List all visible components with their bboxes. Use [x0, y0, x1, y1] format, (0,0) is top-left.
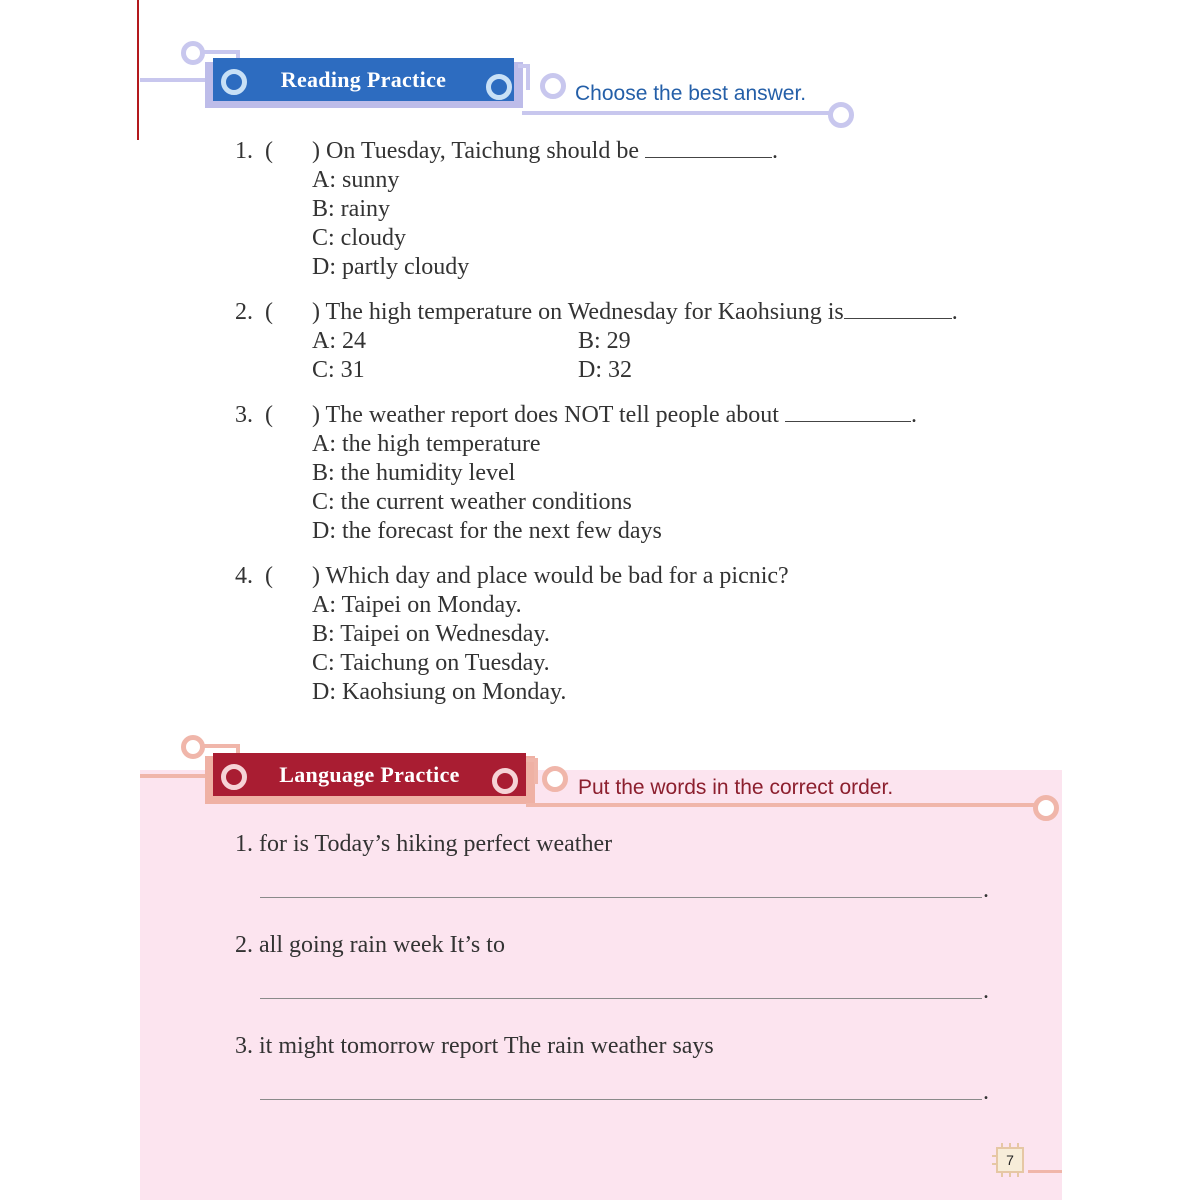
answer-blank[interactable]: [844, 300, 952, 319]
dot-ornament-icon: [486, 74, 512, 100]
answer-paren[interactable]: (: [265, 138, 273, 164]
answer-line[interactable]: [260, 1099, 982, 1100]
language-question-3: 3. it might tomorrow report The rain weather says: [235, 1033, 714, 1059]
answer-blank[interactable]: [785, 403, 911, 422]
answer-period: .: [983, 978, 989, 1004]
question-4: [235, 562, 789, 707]
language-question-1: 1. for is Today’s hiking perfect weather: [235, 831, 613, 857]
ring-ornament-icon: [540, 73, 566, 99]
option-c[interactable]: C: the current weather conditions: [312, 489, 632, 515]
option-list: [312, 166, 778, 282]
question-end: .: [771, 138, 778, 164]
ring-ornament-icon: [1033, 795, 1059, 821]
option-d[interactable]: D: Kaohsiung on Monday.: [312, 679, 567, 705]
option-a[interactable]: A: the high temperature: [312, 431, 541, 457]
banner-rule: [526, 64, 530, 90]
answer-paren[interactable]: (: [265, 563, 273, 589]
section-instruction: Choose the best answer.: [575, 82, 807, 105]
option-list: [312, 430, 917, 546]
ring-ornament-icon: [181, 735, 205, 759]
question-end: .: [910, 402, 917, 428]
option-b[interactable]: B: Taipei on Wednesday.: [312, 621, 550, 647]
ring-ornament-icon: [181, 41, 205, 65]
page-number-badge: [992, 1143, 1028, 1177]
option-b[interactable]: B: 29: [578, 328, 631, 354]
option-list: [312, 591, 789, 707]
answer-paren[interactable]: (: [265, 299, 273, 325]
option-d[interactable]: D: the forecast for the next few days: [312, 518, 662, 544]
option-c[interactable]: C: cloudy: [312, 225, 406, 251]
question-3: [235, 401, 917, 546]
answer-blank[interactable]: [645, 139, 772, 158]
dot-ornament-icon: [492, 768, 518, 794]
option-d[interactable]: D: partly cloudy: [312, 254, 470, 280]
section-title: Reading Practice: [280, 66, 447, 92]
page-number-rule: [1028, 1170, 1062, 1173]
banner-rule: [522, 111, 834, 115]
dot-ornament-icon: [221, 764, 247, 790]
option-c[interactable]: C: Taichung on Tuesday.: [312, 650, 550, 676]
answer-line[interactable]: [260, 897, 982, 898]
option-c[interactable]: C: 31: [312, 357, 365, 383]
option-a[interactable]: A: sunny: [312, 167, 400, 193]
question-number: 3.: [235, 402, 253, 428]
section-title: Language Practice: [279, 761, 460, 787]
question-1: [235, 137, 778, 282]
answer-line[interactable]: [260, 998, 982, 999]
question-end: .: [951, 299, 958, 325]
dot-ornament-icon: [221, 69, 247, 95]
option-a[interactable]: A: Taipei on Monday.: [312, 592, 522, 618]
option-a[interactable]: A: 24: [312, 328, 366, 354]
banner-rule: [140, 774, 210, 778]
question-number: 2.: [235, 299, 253, 325]
banner-rule: [534, 758, 538, 784]
option-b[interactable]: B: rainy: [312, 196, 390, 222]
ring-ornament-icon: [828, 102, 854, 128]
page-number: 7: [996, 1147, 1024, 1173]
answer-paren[interactable]: (: [265, 402, 273, 428]
answer-period: .: [983, 1079, 989, 1105]
question-number: 1.: [235, 138, 253, 164]
question-text: ) Which day and place would be bad for a picnic?: [312, 563, 789, 589]
title-plate: [213, 753, 526, 796]
option-d[interactable]: D: 32: [578, 357, 632, 383]
banner-rule: [526, 803, 1038, 807]
page-edge-line: [137, 0, 139, 140]
question-number: 4.: [235, 563, 253, 589]
title-plate: [213, 58, 514, 101]
section-instruction: Put the words in the correct order.: [578, 776, 894, 799]
language-question-2: 2. all going rain week It’s to: [235, 932, 505, 958]
question-text: ) On Tuesday, Taichung should be: [312, 138, 639, 164]
question-2: [235, 298, 958, 385]
ring-ornament-icon: [542, 766, 568, 792]
option-b[interactable]: B: the humidity level: [312, 460, 516, 486]
banner-rule: [140, 78, 210, 82]
question-text: ) The weather report does NOT tell people about: [312, 402, 779, 428]
question-text: ) The high temperature on Wednesday for Kaohsiung is: [312, 299, 844, 325]
answer-period: .: [983, 877, 989, 903]
option-list: [312, 327, 958, 385]
